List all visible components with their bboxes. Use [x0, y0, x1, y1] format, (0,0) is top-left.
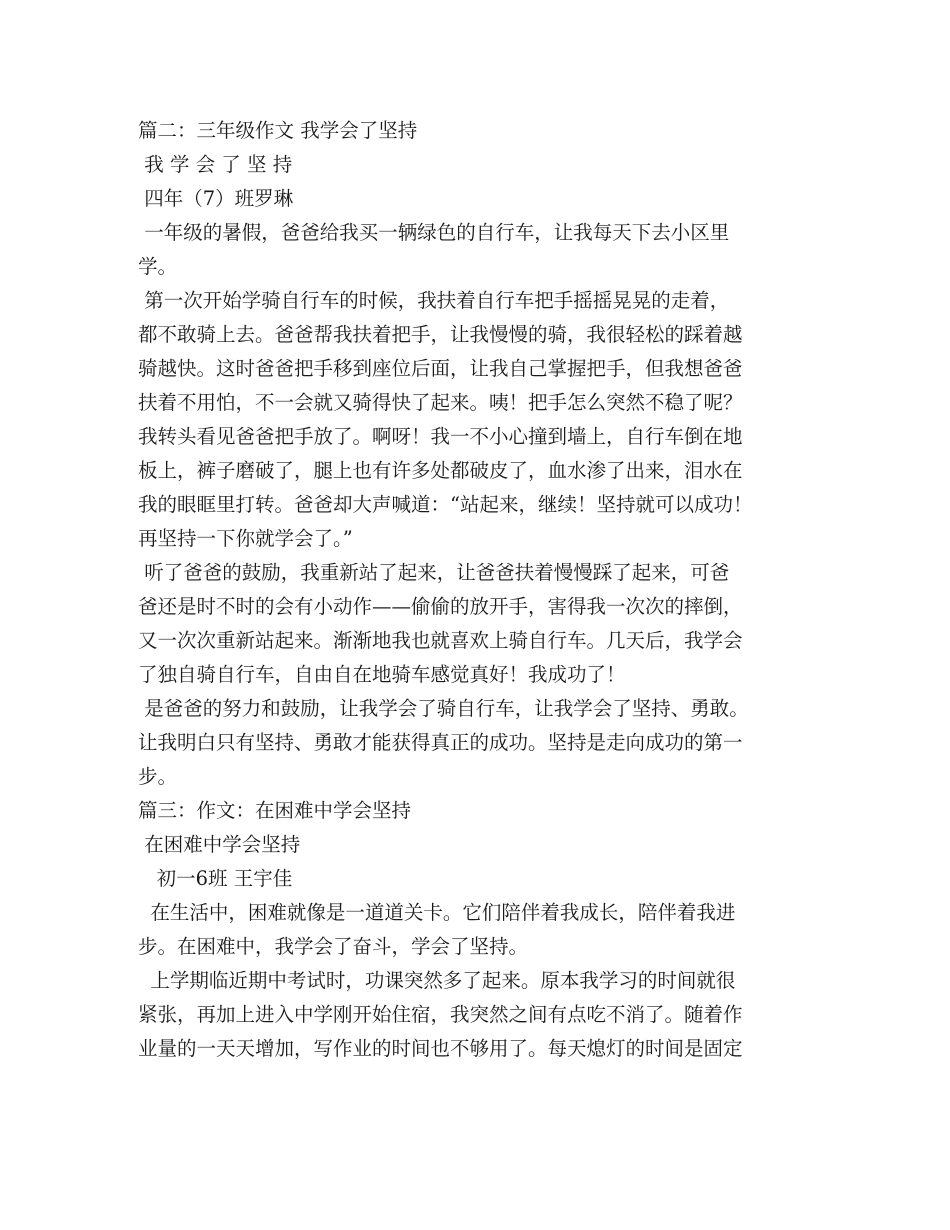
document-body — [138, 114, 828, 1066]
paragraph-line: 又一次次重新站起来。渐渐地我也就喜欢上骑自行车。几天后，我学会 — [138, 629, 743, 652]
section-heading: 篇三：作文：在困难中学会坚持 — [138, 799, 412, 822]
paragraph-line: 学。 — [138, 255, 178, 278]
paragraph-line: 爸还是时不时的会有小动作——偷偷的放开手，害得我一次次的摔倒， — [138, 595, 743, 618]
author-line: 初一6班 王宇佳 — [138, 867, 293, 890]
paragraph-line: 紧张，再加上进入中学刚开始住宿，我突然之间有点吃不消了。随着作 — [138, 1003, 743, 1026]
author-line: 四年（7）班罗琳 — [138, 187, 294, 210]
paragraph-line: 我转头看见爸爸把手放了。啊呀！我一不小心撞到墙上，自行车倒在地 — [138, 425, 743, 448]
paragraph-line: 都不敢骑上去。爸爸帮我扶着把手，让我慢慢的骑，我很轻松的踩着越 — [138, 323, 743, 346]
paragraph-line: 是爸爸的努力和鼓励，让我学会了骑自行车，让我学会了坚持、勇敢。 — [138, 697, 749, 720]
paragraph-line: 业量的一天天增加，写作业的时间也不够用了。每天熄灯的时间是固定 — [138, 1037, 743, 1060]
paragraph-line: 再坚持一下你就学会了。” — [138, 527, 353, 550]
paragraph-line: 让我明白只有坚持、勇敢才能获得真正的成功。坚持是走向成功的第一 — [138, 731, 743, 754]
paragraph-line: 了独自骑自行车，自由自在地骑车感觉真好！我成功了！ — [138, 663, 626, 686]
paragraph-line: 第一次开始学骑自行车的时候，我扶着自行车把手摇摇晃晃的走着， — [138, 289, 730, 312]
paragraph-line: 在生活中，困难就像是一道道关卡。它们陪伴着我成长，陪伴着我进 — [138, 901, 736, 924]
paragraph-line: 板上，裤子磨破了，腿上也有许多处都破皮了，血水渗了出来，泪水在 — [138, 459, 743, 482]
paragraph-line: 骑越快。这时爸爸把手移到座位后面，让我自己掌握把手，但我想爸爸 — [138, 357, 743, 380]
paragraph-line: 我的眼眶里打转。爸爸却大声喊道：“站起来，继续！坚持就可以成功！ — [138, 493, 753, 516]
essay-title: 我 学 会 了 坚 持 — [138, 153, 293, 176]
paragraph-line: 扶着不用怕，不一会就又骑得快了起来。咦！把手怎么突然不稳了呢？ — [138, 391, 743, 414]
paragraph-line: 一年级的暑假，爸爸给我买一辆绿色的自行车，让我每天下去小区里 — [138, 221, 730, 244]
paragraph-line: 步。在困难中，我学会了奋斗，学会了坚持。 — [138, 935, 529, 958]
section-heading: 篇二：三年级作文 我学会了坚持 — [138, 119, 418, 142]
paragraph-line: 上学期临近期中考试时，功课突然多了起来。原本我学习的时间就很 — [138, 969, 736, 992]
paragraph-line: 步。 — [138, 765, 178, 788]
paragraph-line: 听了爸爸的鼓励，我重新站了起来，让爸爸扶着慢慢踩了起来，可爸 — [138, 561, 730, 584]
essay-title: 在困难中学会坚持 — [138, 833, 301, 856]
